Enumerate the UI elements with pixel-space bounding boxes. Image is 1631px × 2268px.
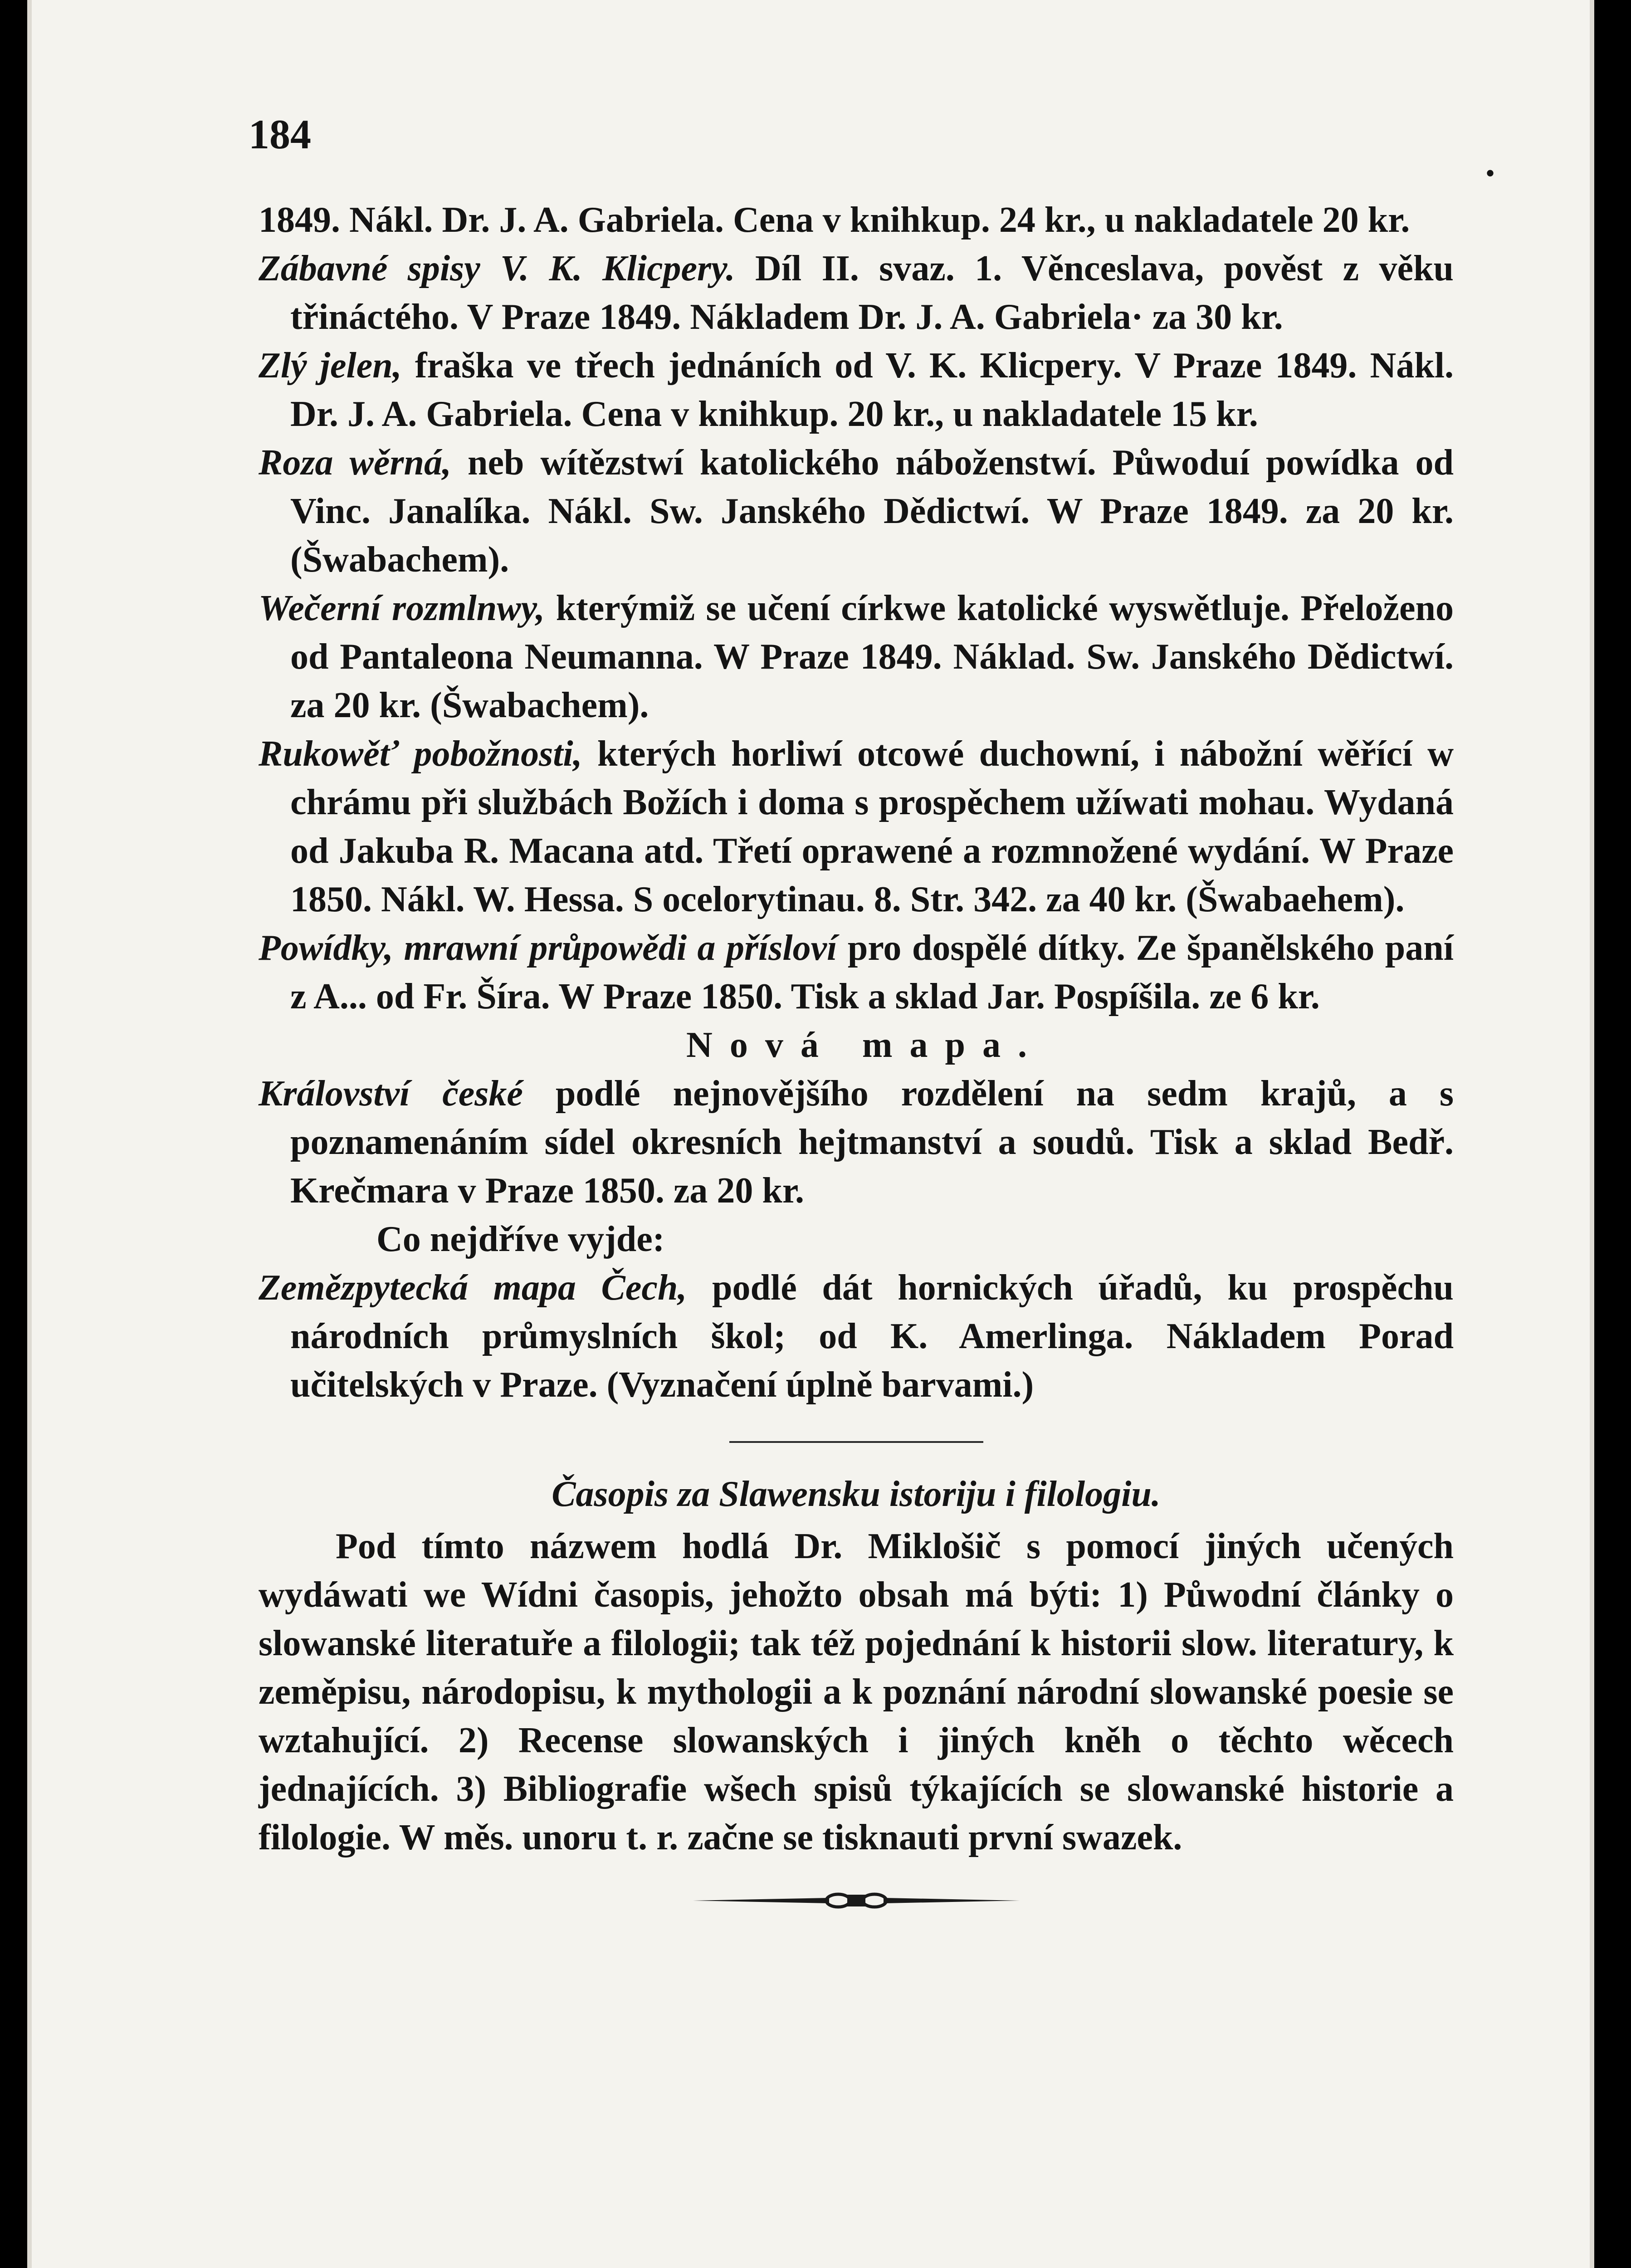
entry-2 (259, 244, 1454, 342)
entry-text: podlé dát hornických úřadů, ku prospěchu národních průmyslních škol; od K. Amerlinga. Nákladem Porad učitelských v Praze. (Vyznačení úplně barvami.) (290, 1268, 1454, 1405)
journal-heading: Časopis za Slawensku istoriju i filologiu. (552, 1474, 1161, 1514)
map-entry (259, 1070, 1454, 1215)
entry-3 (259, 342, 1454, 439)
section-divider (729, 1441, 983, 1443)
entry-text: Díl II. svaz. 1. Věnceslava, pověst z věku třináctého. V Praze 1849. Nákladem Dr. J. A. Gabriela· za 30 kr. (290, 249, 1454, 337)
entry-title: Zábavné spisy V. K. Klicpery. (259, 249, 735, 288)
entry-7 (259, 924, 1454, 1021)
entry-1 (259, 196, 1454, 244)
entry-title: Zlý jelen, (259, 346, 402, 386)
journal-body: Pod tímto názwem hodlá Dr. Miklošič s pomocí jiných učených wydáwati we Wídni časopis, jehožto obsah má býti: 1) Půwodní články o slowanské literatuře a filologii; tak též pojednání k historii slow. literatury, k zeměpisu, národopisu, k mythologii a k poznání národní slowanské poesie se wztahující. 2) Recense slowanských i jiných kněh o těchto wěcech jednajících. 3) Bibliografie wšech spisů týkajících se slowanské historie a filologie. W měs. unoru t. r. začne se tisknauti první swazek. (259, 1526, 1454, 1857)
entry-title: Království české (259, 1074, 523, 1114)
page-number: 184 (249, 111, 311, 157)
entry-title: Wečerní rozmlnwy, (259, 588, 545, 628)
entry-title: Zemězpytecká mapa Čech, (259, 1268, 687, 1308)
ornament-left-loop (826, 1894, 850, 1907)
corner-mark: • (1485, 158, 1495, 188)
ornament-right-taper (884, 1898, 1020, 1903)
entry-title: Roza wěrná, (259, 443, 451, 483)
entry-text: 1849. Nákl. Dr. J. A. Gabriela. Cena v knihkup. 24 kr., u nakladatele 20 kr. (259, 200, 1410, 240)
forthcoming-entry (259, 1264, 1454, 1409)
forthcoming-label: Co nejdříve vyjde: (376, 1219, 665, 1259)
entry-text: kterých horliwí otcowé duchowní, i nábožní wěřící w chrámu při službách Božích i doma s prospěchem užíwati mohau. Wydaná od Jakuba R. Macana atd. Třetí oprawené a rozmnožené wydání. W Praze 1850. Nákl. W. Hessa. S ocelorytinau. 8. Str. 342. za 40 kr. (Šwabaehem). (290, 734, 1454, 919)
entry-text: neb wítězstwí katolického náboženstwí. Půwoduí powídka od Vinc. Janalíka. Nákl. Sw. Janského Dědictwí. W Praze 1849. za 20 kr. (Šwabachem). (290, 443, 1454, 580)
ornament-left-taper (693, 1898, 829, 1903)
entry-text: podlé nejnovějšího rozdělení na sedm krajů, a s poznamenáním sídel okresních hejtmanství a soudů. Tisk a sklad Bedř. Krečmara v Praze 1850. za 20 kr. (290, 1074, 1454, 1211)
entry-6 (259, 730, 1454, 924)
entry-5 (259, 584, 1454, 730)
entry-title: Rukowěť pobožnosti, (259, 734, 582, 774)
entry-4 (259, 439, 1454, 584)
ornament-center (847, 1895, 865, 1906)
book-page (27, 0, 1594, 2268)
entry-text: pro dospělé dítky. Ze španělského paní z A... od Fr. Šíra. W Praze 1850. Tisk a sklad Jar. Pospíšila. ze 6 kr. (290, 928, 1454, 1017)
entry-text: kterýmiž se učení církwe katolické wyswětluje. Přeloženo od Pantaleona Neumanna. W Praze 1849. Náklad. Sw. Janského Dědictwí. za 20 kr. (Šwabachem). (290, 588, 1454, 725)
ornament-divider (693, 1889, 1020, 1912)
ornament-right-loop (863, 1894, 886, 1907)
entry-title: Powídky, mrawní průpowědi a přísloví (259, 928, 837, 968)
entry-text: fraška ve třech jednáních od V. K. Klicpery. V Praze 1849. Nákl. Dr. J. A. Gabriela. Cena v knihkup. 20 kr., u nakladatele 15 kr. (290, 346, 1454, 434)
map-section-heading: Nová mapa. (686, 1025, 1044, 1065)
page-content (259, 196, 1454, 1912)
